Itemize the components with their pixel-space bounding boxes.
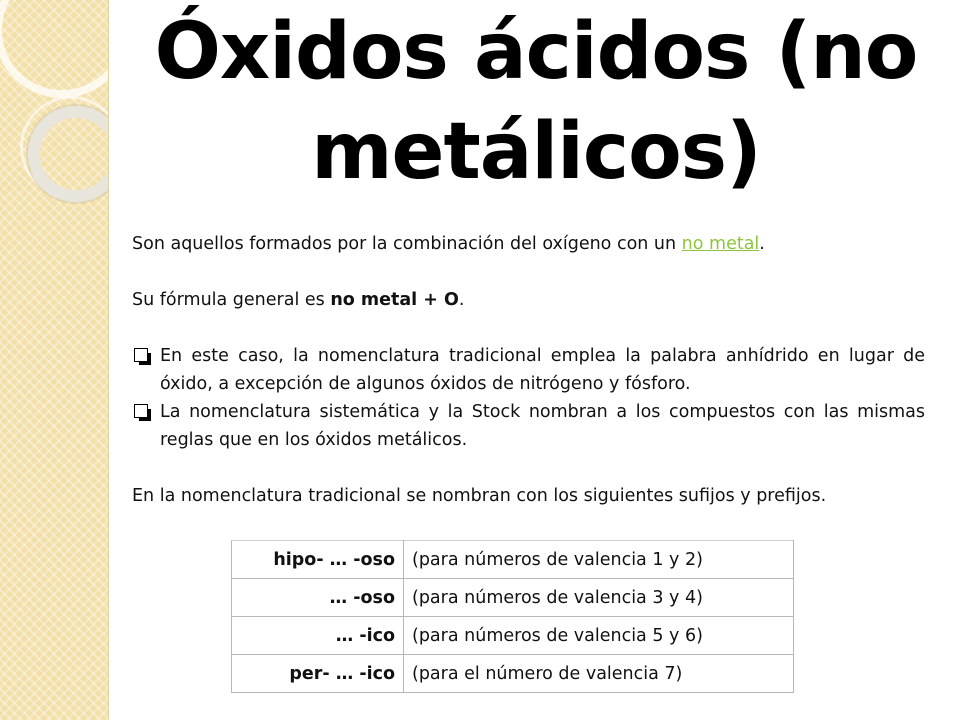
- paragraph-gap: [132, 314, 925, 342]
- formula-value: no metal + O: [330, 290, 459, 310]
- decorative-ring-top: [0, 0, 108, 98]
- description-cell: (para números de valencia 1 y 2): [404, 541, 794, 579]
- affix-cell: hipo- … -oso: [232, 541, 404, 579]
- checkbox-bullet-icon: [134, 348, 148, 362]
- affix-cell: … -ico: [232, 617, 404, 655]
- bullet-text: La nomenclatura sistemática y la Stock nombran a los compuestos con las mismas reglas que en los óxidos metálicos.: [160, 402, 925, 450]
- affix-cell: per- … -ico: [232, 655, 404, 693]
- table-intro-paragraph: En la nomenclatura tradicional se nombran con los siguientes sufijos y prefijos.: [132, 486, 827, 506]
- table-row: [232, 617, 794, 655]
- bullet-item: [132, 342, 925, 398]
- slide-title-line2: metálicos): [311, 107, 761, 197]
- formula-label: Su fórmula general es: [132, 290, 331, 310]
- prefix-suffix-table: [231, 540, 794, 693]
- description-cell: (para números de valencia 5 y 6): [404, 617, 794, 655]
- formula-end: .: [458, 290, 465, 310]
- slide-body: [132, 230, 925, 510]
- intro-end: .: [759, 234, 765, 254]
- slide-title-line1: Óxidos ácidos (no: [154, 7, 918, 97]
- table-row: [232, 579, 794, 617]
- description-cell: (para el número de valencia 7): [404, 655, 794, 693]
- description-cell: (para números de valencia 3 y 4): [404, 579, 794, 617]
- bullet-item: [132, 398, 925, 454]
- table-row: [232, 655, 794, 693]
- intro-text: Son aquellos formados por la combinación del oxígeno con un: [132, 234, 682, 254]
- slide-title: [112, 2, 960, 202]
- intro-paragraph: [132, 230, 925, 258]
- decorative-side-strip: [0, 0, 108, 720]
- bullet-text: En este caso, la nomenclatura tradicional emplea la palabra anhídrido en lugar de óxido, a excepción de algunos óxidos de nitrógeno y fósforo.: [160, 346, 925, 394]
- affix-cell: … -oso: [232, 579, 404, 617]
- table-row: [232, 541, 794, 579]
- paragraph-gap: [132, 258, 925, 286]
- paragraph-gap: [132, 454, 925, 482]
- no-metal-link[interactable]: no metal: [681, 234, 760, 254]
- checkbox-bullet-icon: [134, 404, 148, 418]
- formula-paragraph: [132, 286, 925, 314]
- strip-divider: [108, 0, 109, 720]
- bullet-list: [132, 342, 925, 454]
